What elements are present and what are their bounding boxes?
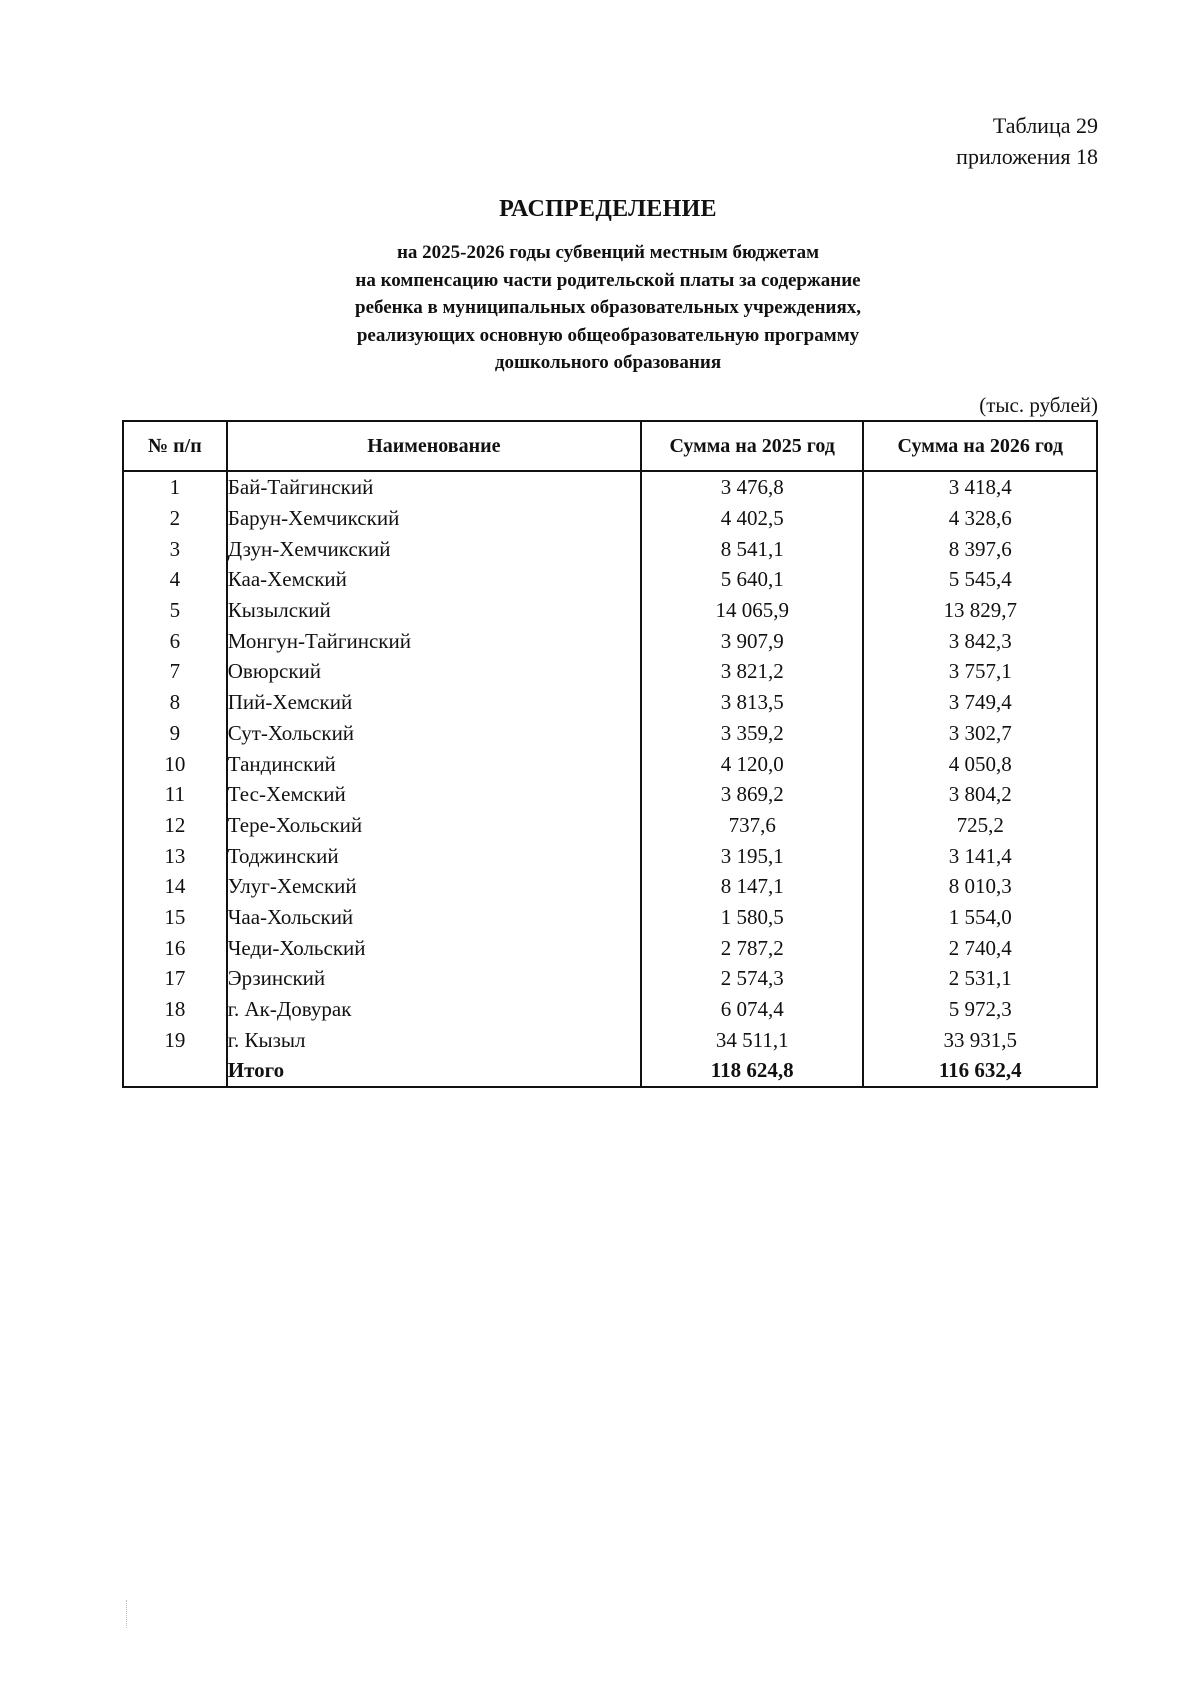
row-number: 13	[123, 840, 227, 871]
row-number: 8	[123, 687, 227, 718]
municipality-name: Сут-Хольский	[227, 718, 641, 749]
row-number: 12	[123, 810, 227, 841]
amount-2025: 3 869,2	[641, 779, 864, 810]
distribution-table	[122, 420, 1098, 1088]
table-row	[123, 1024, 1097, 1055]
amount-2026: 13 829,7	[863, 595, 1097, 626]
amount-2026: 4 050,8	[863, 748, 1097, 779]
row-number: 14	[123, 871, 227, 902]
amount-2025: 2 787,2	[641, 932, 864, 963]
table-row	[123, 595, 1097, 626]
municipality-name: Тес-Хемский	[227, 779, 641, 810]
row-number: 5	[123, 595, 227, 626]
amount-2025: 4 120,0	[641, 748, 864, 779]
table-row	[123, 963, 1097, 994]
municipality-name: Тоджинский	[227, 840, 641, 871]
amount-2025: 737,6	[641, 810, 864, 841]
municipality-name: Овюрский	[227, 656, 641, 687]
row-number: 17	[123, 963, 227, 994]
municipality-name: Бай-Тайгинский	[227, 471, 641, 503]
row-number: 15	[123, 902, 227, 933]
amount-2026: 3 842,3	[863, 625, 1097, 656]
row-number: 2	[123, 503, 227, 534]
table-row	[123, 840, 1097, 871]
table-row	[123, 533, 1097, 564]
municipality-name: Барун-Хемчикский	[227, 503, 641, 534]
row-number: 19	[123, 1024, 227, 1055]
row-number: 10	[123, 748, 227, 779]
municipality-name: Монгун-Тайгинский	[227, 625, 641, 656]
amount-2026: 5 545,4	[863, 564, 1097, 595]
table-number: Таблица 29	[992, 113, 1098, 138]
table-row	[123, 625, 1097, 656]
table-header-row	[123, 421, 1097, 471]
amount-2026: 725,2	[863, 810, 1097, 841]
table-row	[123, 994, 1097, 1025]
municipality-name: Пий-Хемский	[227, 687, 641, 718]
amount-2025: 3 813,5	[641, 687, 864, 718]
table-reference	[956, 110, 1098, 172]
table-row	[123, 687, 1097, 718]
municipality-name: Кызылский	[227, 595, 641, 626]
municipality-name: Улуг-Хемский	[227, 871, 641, 902]
municipality-name: г. Ак-Довурак	[227, 994, 641, 1025]
amount-2025: 34 511,1	[641, 1024, 864, 1055]
amount-2026: 3 302,7	[863, 718, 1097, 749]
municipality-name: г. Кызыл	[227, 1024, 641, 1055]
municipality-name: Эрзинский	[227, 963, 641, 994]
amount-2026: 2 740,4	[863, 932, 1097, 963]
row-number: 16	[123, 932, 227, 963]
amount-2026: 1 554,0	[863, 902, 1097, 933]
table-body	[123, 471, 1097, 1055]
amount-2025: 2 574,3	[641, 963, 864, 994]
amount-2026: 3 418,4	[863, 471, 1097, 503]
subtitle-line: ребенка в муниципальных образовательных учреждениях,	[355, 297, 861, 318]
municipality-name: Каа-Хемский	[227, 564, 641, 595]
municipality-name: Чеди-Хольский	[227, 932, 641, 963]
document-title: РАСПРЕДЕЛЕНИЕ	[499, 196, 717, 222]
row-number: 18	[123, 994, 227, 1025]
subtitle-line: на 2025-2026 годы субвенций местным бюджетам	[396, 242, 820, 263]
total-2025: 118 624,8	[641, 1055, 864, 1087]
amount-2025: 3 359,2	[641, 718, 864, 749]
amount-2026: 8 397,6	[863, 533, 1097, 564]
units-label: (тыс. рублей)	[979, 393, 1098, 417]
row-number: 4	[123, 564, 227, 595]
row-number: 3	[123, 533, 227, 564]
column-header-2025: Сумма на 2025 год	[641, 421, 864, 471]
amount-2025: 4 402,5	[641, 503, 864, 534]
amount-2026: 3 749,4	[863, 687, 1097, 718]
municipality-name: Тере-Хольский	[227, 810, 641, 841]
amount-2025: 5 640,1	[641, 564, 864, 595]
amount-2025: 14 065,9	[641, 595, 864, 626]
table-row	[123, 748, 1097, 779]
row-number: 6	[123, 625, 227, 656]
subtitle-line: реализующих основную общеобразовательную программу	[356, 324, 860, 346]
amount-2026: 4 328,6	[863, 503, 1097, 534]
row-number: 1	[123, 471, 227, 503]
total-label: Итого	[227, 1055, 641, 1087]
amount-2025: 3 907,9	[641, 625, 864, 656]
table-row	[123, 779, 1097, 810]
document-subtitle	[0, 239, 1200, 377]
municipality-name: Чаа-Хольский	[227, 902, 641, 933]
amount-2026: 3 141,4	[863, 840, 1097, 871]
row-number: 9	[123, 718, 227, 749]
amount-2025: 1 580,5	[641, 902, 864, 933]
table-row	[123, 564, 1097, 595]
row-number: 7	[123, 656, 227, 687]
table-row	[123, 656, 1097, 687]
row-number: 11	[123, 779, 227, 810]
column-header-name: Наименование	[227, 421, 641, 471]
scan-artifact	[126, 1600, 130, 1628]
amount-2025: 6 074,4	[641, 994, 864, 1025]
amount-2026: 2 531,1	[863, 963, 1097, 994]
total-number-cell	[123, 1055, 227, 1087]
table-row	[123, 718, 1097, 749]
table-row	[123, 871, 1097, 902]
amount-2026: 3 757,1	[863, 656, 1097, 687]
amount-2025: 3 476,8	[641, 471, 864, 503]
subtitle-line: на компенсацию части родительской платы за содержание	[355, 269, 861, 291]
table-row	[123, 932, 1097, 963]
total-row	[123, 1055, 1097, 1087]
municipality-name: Дзун-Хемчикский	[227, 533, 641, 564]
amount-2025: 8 147,1	[641, 871, 864, 902]
amount-2025: 3 821,2	[641, 656, 864, 687]
amount-2025: 8 541,1	[641, 533, 864, 564]
appendix-number: приложения 18	[956, 144, 1098, 169]
column-header-number: № п/п	[123, 421, 227, 471]
amount-2026: 3 804,2	[863, 779, 1097, 810]
table-row	[123, 810, 1097, 841]
table-row	[123, 471, 1097, 503]
subtitle-line: дошкольного образования	[494, 352, 722, 373]
total-2026: 116 632,4	[863, 1055, 1097, 1087]
amount-2025: 3 195,1	[641, 840, 864, 871]
table-row	[123, 503, 1097, 534]
column-header-2026: Сумма на 2026 год	[863, 421, 1097, 471]
amount-2026: 5 972,3	[863, 994, 1097, 1025]
amount-2026: 8 010,3	[863, 871, 1097, 902]
amount-2026: 33 931,5	[863, 1024, 1097, 1055]
municipality-name: Тандинский	[227, 748, 641, 779]
table-row	[123, 902, 1097, 933]
